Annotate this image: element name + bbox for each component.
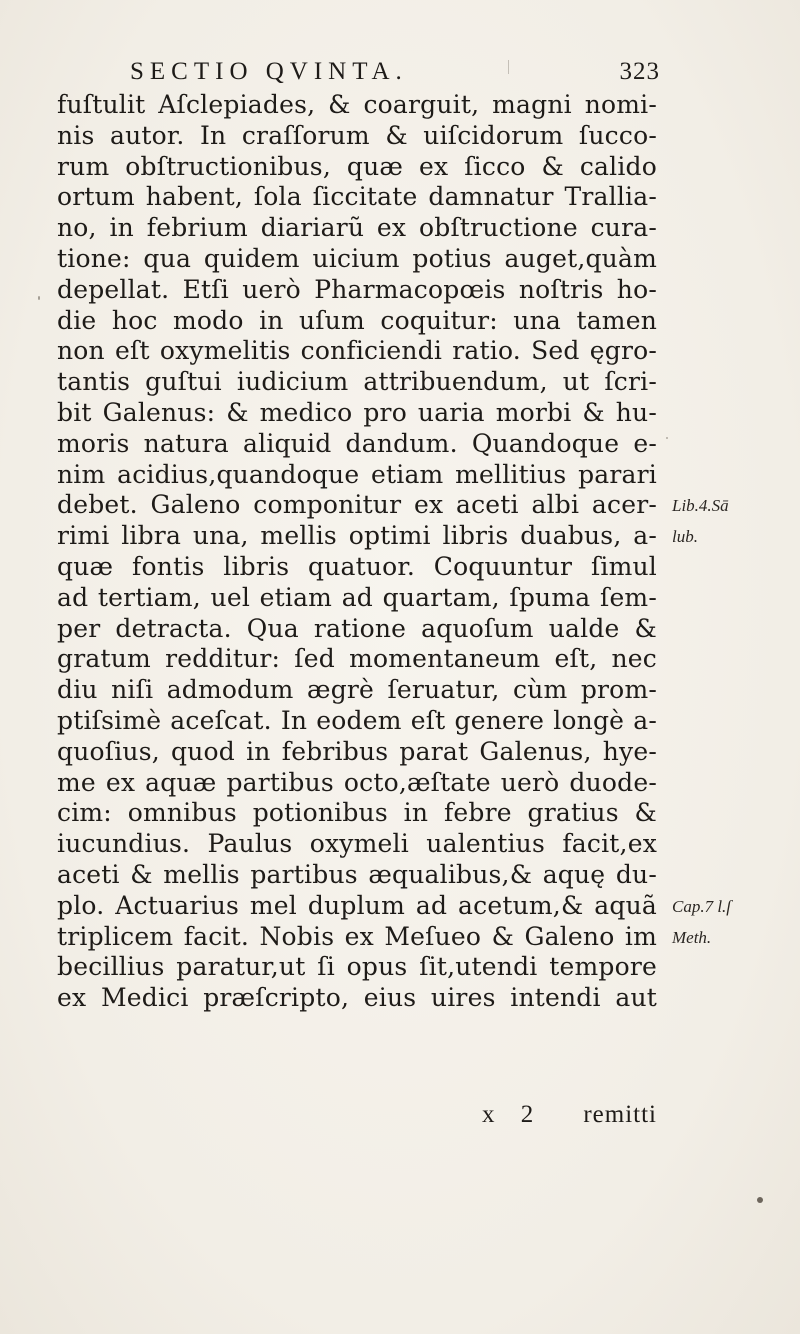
text-line: rimi libra una, mellis optimi libris duabus, a- bbox=[57, 521, 657, 551]
margin-note: lub. bbox=[672, 527, 698, 547]
text-line: rum obſtructionibus, quæ ex ſicco & calido bbox=[57, 151, 657, 181]
text-line: per detracta. Qua ratione aquoſum ualde & bbox=[57, 613, 657, 643]
text-line: triplicem facit. Nobis ex Meſueo & Galeno im bbox=[57, 921, 657, 951]
section-title: SECTIO QVINTA. bbox=[130, 58, 408, 85]
ink-speck bbox=[757, 1197, 763, 1203]
body-text bbox=[57, 90, 657, 1014]
text-line: nis autor. In craſſorum & uiſcidorum ſucco- bbox=[57, 120, 657, 150]
page-number: 323 bbox=[619, 58, 660, 85]
text-line: quoſius, quod in febribus parat Galenus, hye- bbox=[57, 736, 657, 766]
text-line: iucundius. Paulus oxymeli ualentius facit,ex bbox=[57, 829, 657, 859]
text-line: debet. Galeno componitur ex aceti albi acer- bbox=[57, 490, 657, 520]
text-line: nim acidius,quandoque etiam mellitius parari bbox=[57, 459, 657, 489]
page-footer bbox=[57, 1101, 657, 1133]
text-line: tione: qua quidem uicium potius auget,quàm bbox=[57, 243, 657, 273]
text-line: cim: omnibus potionibus in febre gratius & bbox=[57, 798, 657, 828]
text-line: gratum redditur: ſed momentaneum eſt, nec bbox=[57, 644, 657, 674]
text-line: ad tertiam, uel etiam ad quartam, ſpuma ſem- bbox=[57, 582, 657, 612]
text-line: me ex aquæ partibus octo,æſtate uerò duode- bbox=[57, 767, 657, 797]
text-line: quæ fontis libris quatuor. Coquuntur ſimul bbox=[57, 551, 657, 581]
text-line: diu niſi admodum ægrè ſeruatur, cùm prom- bbox=[57, 675, 657, 705]
running-header bbox=[130, 58, 660, 90]
catchword: remitti bbox=[583, 1101, 657, 1128]
ink-speck bbox=[666, 437, 668, 439]
margin-note: Meth. bbox=[672, 927, 712, 947]
text-line: plo. Actuarius mel duplum ad acetum,& aquã bbox=[57, 890, 657, 920]
text-line: becillius paratur,ut ſi opus ſit,utendi tempore bbox=[57, 952, 657, 982]
text-line: aceti & mellis partibus æqualibus,& aquę du- bbox=[57, 859, 657, 889]
ink-speck bbox=[38, 296, 40, 300]
text-line: ortum habent, ſola ſiccitate damnatur Trallia- bbox=[57, 182, 657, 212]
text-line: non eſt oxymelitis conficiendi ratio. Sed ęgro- bbox=[57, 336, 657, 366]
text-line: die hoc modo in uſum coquitur: una tamen bbox=[57, 305, 657, 335]
text-line: ex Medici præſcripto, eius uires intendi aut bbox=[57, 983, 657, 1013]
text-line: tantis guſtui iudicium attribuendum, ut ſcri- bbox=[57, 367, 657, 397]
text-line: bit Galenus: & medico pro uaria morbi & hu- bbox=[57, 397, 657, 427]
text-line: fuſtulit Aſclepiades, & coarguit, magni nomi- bbox=[57, 90, 657, 119]
margin-note: Cap.7 l.ſ bbox=[672, 896, 732, 916]
text-line: no, in febrium diariarũ ex obſtructione cura- bbox=[57, 213, 657, 243]
text-line: moris natura aliquid dandum. Quandoque e- bbox=[57, 428, 657, 458]
text-line: ptiſsimè aceſcat. In eodem eſt genere longè a- bbox=[57, 705, 657, 735]
text-line: depellat. Etſi uerò Pharmacopœis noſtris ho- bbox=[57, 274, 657, 304]
ink-speck bbox=[508, 60, 509, 74]
signature-mark: x 2 bbox=[482, 1101, 544, 1128]
margin-note: Lib.4.Sā bbox=[672, 496, 729, 516]
